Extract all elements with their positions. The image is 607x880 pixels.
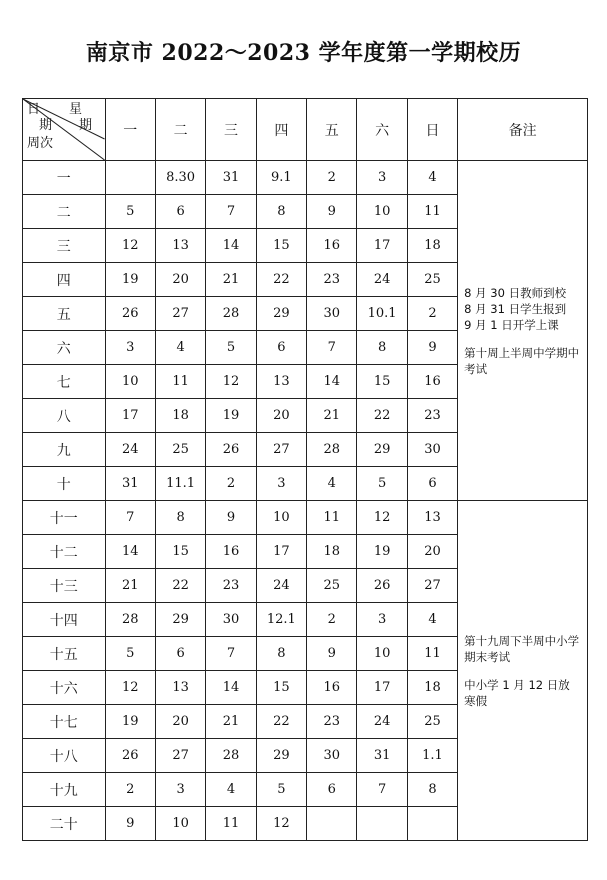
- week-label: 四: [23, 263, 106, 297]
- date-cell: 11: [206, 807, 256, 841]
- day-header-sun: 日: [407, 99, 457, 161]
- date-cell: 27: [407, 569, 457, 603]
- date-cell: 2: [206, 467, 256, 501]
- date-cell: 9: [105, 807, 155, 841]
- date-cell: 19: [357, 535, 407, 569]
- date-cell: 26: [105, 297, 155, 331]
- date-cell: 9: [307, 195, 357, 229]
- date-cell: 24: [357, 705, 407, 739]
- date-cell: 3: [357, 603, 407, 637]
- week-label: 二: [23, 195, 106, 229]
- day-header-mon: 一: [105, 99, 155, 161]
- date-cell: 7: [357, 773, 407, 807]
- date-cell: 4: [407, 161, 457, 195]
- date-cell: 21: [105, 569, 155, 603]
- date-cell: 14: [206, 229, 256, 263]
- date-cell: 16: [307, 229, 357, 263]
- date-cell: 25: [407, 705, 457, 739]
- date-cell: 8: [256, 637, 306, 671]
- corner-header-cell: [23, 99, 106, 161]
- table-row: [23, 161, 588, 195]
- date-cell: 22: [155, 569, 205, 603]
- note-winter-break: 中小学 1 月 12 日放寒假: [464, 677, 570, 708]
- date-cell: 17: [256, 535, 306, 569]
- date-cell: [407, 807, 457, 841]
- date-cell: 13: [155, 229, 205, 263]
- date-cell: 27: [155, 739, 205, 773]
- date-cell: 6: [307, 773, 357, 807]
- date-cell: 11: [407, 637, 457, 671]
- notes-header: 备注: [458, 99, 588, 161]
- notes-cell-second-half: [458, 501, 588, 841]
- corner-label-qi-1: 期: [39, 118, 53, 133]
- date-cell: 3: [105, 331, 155, 365]
- date-cell: 25: [407, 263, 457, 297]
- date-cell: 28: [206, 739, 256, 773]
- date-cell: 9: [407, 331, 457, 365]
- date-cell: 22: [256, 705, 306, 739]
- date-cell: 27: [155, 297, 205, 331]
- note-line: 9 月 1 日开学上课: [464, 317, 559, 332]
- week-label: 九: [23, 433, 106, 467]
- week-label: 十八: [23, 739, 106, 773]
- date-cell: 26: [105, 739, 155, 773]
- date-cell: 11: [155, 365, 205, 399]
- date-cell: 26: [357, 569, 407, 603]
- date-cell: 22: [256, 263, 306, 297]
- date-cell: 12.1: [256, 603, 306, 637]
- date-cell: 17: [357, 229, 407, 263]
- date-cell: 19: [206, 399, 256, 433]
- corner-label-ri: 日: [27, 102, 41, 117]
- date-cell: 7: [206, 637, 256, 671]
- date-cell: 14: [206, 671, 256, 705]
- week-label: 十二: [23, 535, 106, 569]
- calendar-body: [23, 161, 588, 841]
- week-label: 十一: [23, 501, 106, 535]
- date-cell: 6: [155, 637, 205, 671]
- date-cell: 10.1: [357, 297, 407, 331]
- date-cell: 8: [155, 501, 205, 535]
- date-cell: 25: [307, 569, 357, 603]
- date-cell: 28: [307, 433, 357, 467]
- date-cell: 8: [407, 773, 457, 807]
- date-cell: 5: [105, 195, 155, 229]
- date-cell: 26: [206, 433, 256, 467]
- school-calendar-table: [22, 98, 588, 841]
- date-cell: 5: [105, 637, 155, 671]
- date-cell: 23: [206, 569, 256, 603]
- day-header-fri: 五: [307, 99, 357, 161]
- date-cell: 15: [256, 671, 306, 705]
- date-cell: 10: [357, 195, 407, 229]
- date-cell: 23: [407, 399, 457, 433]
- date-cell: 12: [105, 229, 155, 263]
- date-cell: 31: [105, 467, 155, 501]
- week-label: 三: [23, 229, 106, 263]
- week-label: 十三: [23, 569, 106, 603]
- date-cell: 23: [307, 705, 357, 739]
- date-cell: 14: [307, 365, 357, 399]
- week-label: 十: [23, 467, 106, 501]
- date-cell: 30: [307, 297, 357, 331]
- date-cell: 16: [206, 535, 256, 569]
- date-cell: 20: [256, 399, 306, 433]
- date-cell: 13: [155, 671, 205, 705]
- date-cell: 21: [206, 263, 256, 297]
- date-cell: 16: [307, 671, 357, 705]
- week-label: 十六: [23, 671, 106, 705]
- date-cell: 4: [407, 603, 457, 637]
- date-cell: 18: [307, 535, 357, 569]
- date-cell: 6: [407, 467, 457, 501]
- date-cell: 23: [307, 263, 357, 297]
- date-cell: 9.1: [256, 161, 306, 195]
- date-cell: 3: [256, 467, 306, 501]
- date-cell: 15: [155, 535, 205, 569]
- date-cell: 7: [206, 195, 256, 229]
- date-cell: 7: [307, 331, 357, 365]
- date-cell: 8: [357, 331, 407, 365]
- date-cell: 9: [206, 501, 256, 535]
- note-final-exam: 第十九周下半周中小学期末考试: [464, 633, 580, 664]
- date-cell: 30: [407, 433, 457, 467]
- date-cell: 30: [206, 603, 256, 637]
- week-label: 十五: [23, 637, 106, 671]
- table-row: [23, 501, 588, 535]
- date-cell: 15: [256, 229, 306, 263]
- date-cell: 28: [206, 297, 256, 331]
- notes-cell-first-half: [458, 161, 588, 501]
- date-cell: 6: [256, 331, 306, 365]
- date-cell: 5: [357, 467, 407, 501]
- date-cell: 22: [357, 399, 407, 433]
- date-cell: 2: [307, 161, 357, 195]
- date-cell: 11.1: [155, 467, 205, 501]
- date-cell: 4: [155, 331, 205, 365]
- date-cell: 2: [307, 603, 357, 637]
- date-cell: 3: [357, 161, 407, 195]
- date-cell: [307, 807, 357, 841]
- date-cell: 1.1: [407, 739, 457, 773]
- date-cell: 2: [407, 297, 457, 331]
- week-label: 二十: [23, 807, 106, 841]
- date-cell: 16: [407, 365, 457, 399]
- week-label: 八: [23, 399, 106, 433]
- week-label: 七: [23, 365, 106, 399]
- date-cell: 12: [206, 365, 256, 399]
- date-cell: 6: [155, 195, 205, 229]
- date-cell: 8: [256, 195, 306, 229]
- date-cell: 20: [155, 705, 205, 739]
- date-cell: 31: [206, 161, 256, 195]
- date-cell: 19: [105, 705, 155, 739]
- date-cell: 17: [105, 399, 155, 433]
- note-midterm: 第十周上半周中学期中考试: [464, 345, 580, 376]
- date-cell: 12: [357, 501, 407, 535]
- day-header-wed: 三: [206, 99, 256, 161]
- date-cell: 24: [357, 263, 407, 297]
- date-cell: 18: [407, 671, 457, 705]
- date-cell: 15: [357, 365, 407, 399]
- week-label: 六: [23, 331, 106, 365]
- date-cell: 10: [256, 501, 306, 535]
- date-cell: [105, 161, 155, 195]
- corner-label-week-number: 周次: [27, 136, 54, 151]
- date-cell: 13: [407, 501, 457, 535]
- date-cell: 3: [155, 773, 205, 807]
- day-header-thu: 四: [256, 99, 306, 161]
- date-cell: 27: [256, 433, 306, 467]
- corner-label-xing: 星: [69, 102, 83, 117]
- page-title: 南京市 2022～2023 学年度第一学期校历: [85, 40, 522, 66]
- week-label: 十九: [23, 773, 106, 807]
- notes-schedule: [464, 285, 581, 333]
- date-cell: 10: [357, 637, 407, 671]
- date-cell: 25: [155, 433, 205, 467]
- date-cell: 18: [155, 399, 205, 433]
- note-line: 8 月 31 日学生报到: [464, 301, 567, 316]
- header-row: [23, 99, 588, 161]
- date-cell: 4: [206, 773, 256, 807]
- date-cell: 11: [307, 501, 357, 535]
- date-cell: 10: [105, 365, 155, 399]
- date-cell: 5: [256, 773, 306, 807]
- week-label: 十四: [23, 603, 106, 637]
- date-cell: 10: [155, 807, 205, 841]
- week-label: 五: [23, 297, 106, 331]
- date-cell: 21: [307, 399, 357, 433]
- date-cell: 11: [407, 195, 457, 229]
- date-cell: 4: [307, 467, 357, 501]
- date-cell: 12: [256, 807, 306, 841]
- date-cell: 30: [307, 739, 357, 773]
- date-cell: 21: [206, 705, 256, 739]
- note-line: 8 月 30 日教师到校: [464, 285, 567, 300]
- date-cell: 9: [307, 637, 357, 671]
- date-cell: 29: [155, 603, 205, 637]
- date-cell: 29: [357, 433, 407, 467]
- date-cell: 8.30: [155, 161, 205, 195]
- date-cell: 20: [155, 263, 205, 297]
- date-cell: 12: [105, 671, 155, 705]
- date-cell: 5: [206, 331, 256, 365]
- week-label: 一: [23, 161, 106, 195]
- date-cell: 7: [105, 501, 155, 535]
- date-cell: [357, 807, 407, 841]
- date-cell: 29: [256, 297, 306, 331]
- date-cell: 24: [256, 569, 306, 603]
- date-cell: 29: [256, 739, 306, 773]
- day-header-sat: 六: [357, 99, 407, 161]
- date-cell: 28: [105, 603, 155, 637]
- date-cell: 18: [407, 229, 457, 263]
- corner-label-qi-2: 期: [79, 118, 93, 133]
- day-header-tue: 二: [155, 99, 205, 161]
- date-cell: 13: [256, 365, 306, 399]
- date-cell: 2: [105, 773, 155, 807]
- week-label: 十七: [23, 705, 106, 739]
- date-cell: 31: [357, 739, 407, 773]
- date-cell: 14: [105, 535, 155, 569]
- date-cell: 24: [105, 433, 155, 467]
- date-cell: 19: [105, 263, 155, 297]
- date-cell: 20: [407, 535, 457, 569]
- date-cell: 17: [357, 671, 407, 705]
